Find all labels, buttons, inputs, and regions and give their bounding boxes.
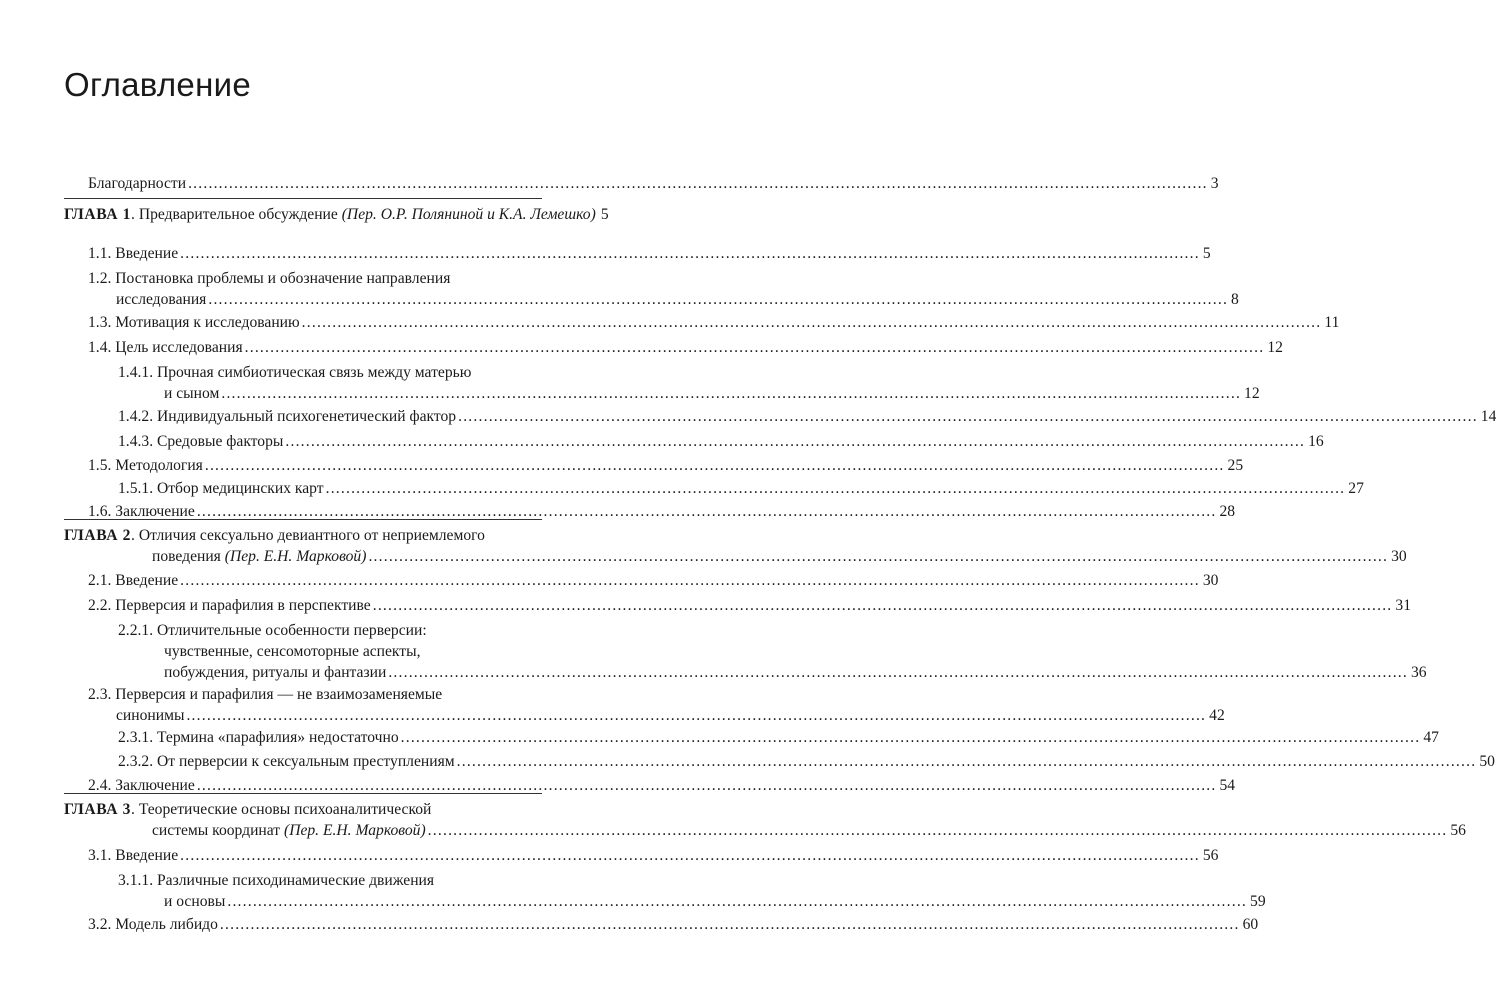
page-number: 60 — [1242, 916, 1259, 933]
toc-entry[interactable] — [88, 684, 1225, 726]
toc-entry[interactable] — [118, 406, 1496, 427]
page-number: 12 — [1267, 339, 1283, 356]
toc-entry-title: Предварительное обсуждение — [138, 206, 338, 223]
page-number: 42 — [1209, 707, 1225, 724]
toc-entry-title: 3.2. Модель либидо — [88, 916, 218, 933]
toc-entry[interactable] — [88, 243, 1211, 264]
toc-entry[interactable] — [88, 570, 1219, 591]
toc-entry[interactable] — [88, 312, 1340, 333]
dot-leader: ........................................................................................................................................................................................................ — [180, 572, 1200, 589]
toc-entry-title: системы координат — [152, 822, 281, 839]
page-number: 28 — [1219, 503, 1236, 520]
toc-entry-title: 2.4. Заключение — [88, 777, 195, 794]
toc-entry[interactable] — [118, 478, 1364, 499]
toc-entry-title: и основы — [164, 893, 226, 910]
page-number: 56 — [1202, 847, 1219, 864]
page-number: 30 — [1391, 548, 1407, 565]
toc-entry-title: 1.6. Заключение — [88, 503, 195, 520]
dot-leader: ........................................................................................................................................................................................................ — [388, 664, 1408, 681]
page-number: 25 — [1227, 457, 1244, 474]
toc-entry[interactable] — [88, 501, 1236, 522]
dot-leader: ........................................................................................................................................................................................................ — [400, 729, 1421, 746]
toc-entry[interactable] — [88, 337, 1283, 358]
translator-credit: (Пер. О.Р. Поляниной и К.А. Лемешко) — [341, 206, 596, 223]
dot-leader: ........................................................................................................................................................................................................ — [458, 408, 1478, 425]
toc-chapter-entry[interactable]: ГЛАВА 2. Отличия сексуально девиантного от неприемлемого поведения (Пер. Е.Н. Марковой) ........................................................................................................................................................................................................ 30 — [64, 527, 1407, 565]
toc-entry[interactable] — [118, 751, 1495, 772]
dot-leader: ........................................................................................................................................................................................................ — [208, 291, 1229, 308]
toc-entry-title: 2.3. Перверсия и парафилия — не взаимозаменяемые — [88, 686, 443, 703]
chapter-label: ГЛАВА 1 — [64, 206, 132, 223]
toc-entry-title: 1.5. Методология — [88, 457, 203, 474]
chapter-label: ГЛАВА 2 — [64, 527, 132, 544]
dot-leader: ........................................................................................................................................................................................................ — [196, 503, 1217, 520]
page-number: 36 — [1411, 664, 1427, 681]
dot-leader: ........................................................................................................................................................................................................ — [196, 777, 1217, 794]
dot-leader: ........................................................................................................................................................................................................ — [427, 822, 1448, 839]
toc-entry-title: и сыном — [164, 385, 220, 402]
dot-leader: ........................................................................................................................................................................................................ — [180, 245, 1200, 262]
page-number: 14 — [1480, 408, 1496, 425]
toc-entry-title: поведения — [152, 548, 221, 565]
toc-entry[interactable] — [88, 914, 1259, 935]
toc-entry-title: Отличия сексуально девиантного от неприемлемого — [138, 527, 485, 544]
toc-chapter-entry[interactable]: ГЛАВА 3. Теоретические основы психоаналитической системы координат (Пер. Е.Н. Марковой) ........................................................................................................................................................................................................ 56 — [64, 801, 1466, 839]
dot-leader: ........................................................................................................................................................................................................ — [227, 893, 1248, 910]
toc-entry-title: 2.3.1. Термина «парафилия» недостаточно — [118, 729, 399, 746]
toc-entry-title: 2.1. Введение — [88, 572, 179, 589]
toc-entry-title: синонимы — [116, 707, 185, 724]
dot-leader: ........................................................................................................................................................................................................ — [456, 753, 1477, 770]
dot-leader: ........................................................................................................................................................................................................ — [301, 314, 1322, 331]
dot-leader: ........................................................................................................................................................................................................ — [186, 707, 1207, 724]
toc-entry[interactable] — [118, 431, 1324, 452]
toc-entry-title: 1.4.2. Индивидуальный психогенетический фактор — [118, 408, 457, 425]
toc-entry-title: 2.2. Перверсия и парафилия в перспективе — [88, 597, 371, 614]
toc-entry[interactable] — [118, 620, 1427, 683]
toc-entry-title: побуждения, ритуалы и фантазии — [164, 664, 387, 681]
toc-entry[interactable] — [118, 727, 1439, 748]
toc-entry-title: 3.1. Введение — [88, 847, 179, 864]
section-divider — [64, 198, 542, 199]
dot-leader: ........................................................................................................................................................................................................ — [180, 847, 1200, 864]
translator-credit: (Пер. Е.Н. Марковой) — [224, 548, 367, 565]
chapter-label: ГЛАВА 3 — [64, 801, 132, 818]
dot-leader: ........................................................................................................................................................................................................ — [372, 597, 1393, 614]
dot-leader: ........................................................................................................................................................................................................ — [325, 480, 1346, 497]
toc-entry[interactable] — [88, 455, 1244, 476]
toc-chapter-entry[interactable]: ГЛАВА 1. Предварительное обсуждение (Пер. О.Р. Поляниной и К.А. Лемешко) 5 — [64, 206, 609, 223]
page-number: 50 — [1479, 753, 1495, 770]
page-number: 27 — [1348, 480, 1364, 497]
toc-entry[interactable] — [88, 845, 1219, 866]
translator-credit: (Пер. Е.Н. Марковой) — [284, 822, 426, 839]
page-number: 11 — [1324, 314, 1340, 331]
dot-leader: ........................................................................................................................................................................................................ — [368, 548, 1389, 565]
toc-entry-title: Теоретические основы психоаналитической — [138, 801, 432, 818]
toc-entry-title: 1.4.3. Средовые факторы — [118, 433, 284, 450]
toc-entry[interactable] — [88, 173, 1219, 194]
toc-entry[interactable] — [88, 775, 1236, 796]
toc-entry-title: 1.3. Мотивация к исследованию — [88, 314, 300, 331]
toc-entry-title: 3.1.1. Различные психодинамические движения — [118, 872, 435, 889]
dot-leader: ........................................................................................................................................................................................................ — [204, 457, 1225, 474]
toc-entry-title: 2.3.2. От перверсии к сексуальным преступлениям — [118, 753, 455, 770]
page-number: 47 — [1423, 729, 1439, 746]
dot-leader: ........................................................................................................................................................................................................ — [219, 916, 1240, 933]
toc-entry-title: 1.4. Цель исследования — [88, 339, 243, 356]
page-number: 16 — [1308, 433, 1324, 450]
toc-entry-title: 1.4.1. Прочная симбиотическая связь между матерью — [118, 364, 472, 381]
toc-entry-title: 1.5.1. Отбор медицинских карт — [118, 480, 324, 497]
page-number: 8 — [1231, 291, 1239, 308]
toc-entry-title: 2.2.1. Отличительные особенности перверсии: — [118, 622, 427, 639]
toc-entry[interactable] — [118, 362, 1260, 404]
page-number: 56 — [1450, 822, 1466, 839]
toc-entry-title: 1.2. Постановка проблемы и обозначение направления — [88, 270, 451, 287]
toc-entry[interactable] — [118, 870, 1266, 912]
toc-entry-title: исследования — [116, 291, 207, 308]
dot-leader: ........................................................................................................................................................................................................ — [285, 433, 1306, 450]
page-number: 30 — [1202, 572, 1219, 589]
toc-entry[interactable] — [88, 595, 1411, 616]
toc-entry-title: чувственные, сенсомоторные аспекты, — [164, 643, 421, 660]
dot-leader: ........................................................................................................................................................................................................ — [221, 385, 1242, 402]
page-number: 31 — [1395, 597, 1411, 614]
page-number: 12 — [1244, 385, 1260, 402]
toc-entry[interactable] — [88, 268, 1239, 310]
page-number: 5 — [600, 206, 609, 223]
toc-entry-title: 1.1. Введение — [88, 245, 179, 262]
page-number: 5 — [1202, 245, 1211, 262]
dot-leader: ........................................................................................................................................................................................................ — [244, 339, 1265, 356]
page-number: 59 — [1250, 893, 1266, 910]
dot-leader: ........................................................................................................................................................................................................ — [188, 175, 1208, 192]
page-number: 3 — [1210, 175, 1219, 192]
page-number: 54 — [1219, 777, 1236, 794]
page-title: Оглавление — [64, 66, 251, 103]
toc-entry-title: Благодарности — [88, 175, 187, 192]
